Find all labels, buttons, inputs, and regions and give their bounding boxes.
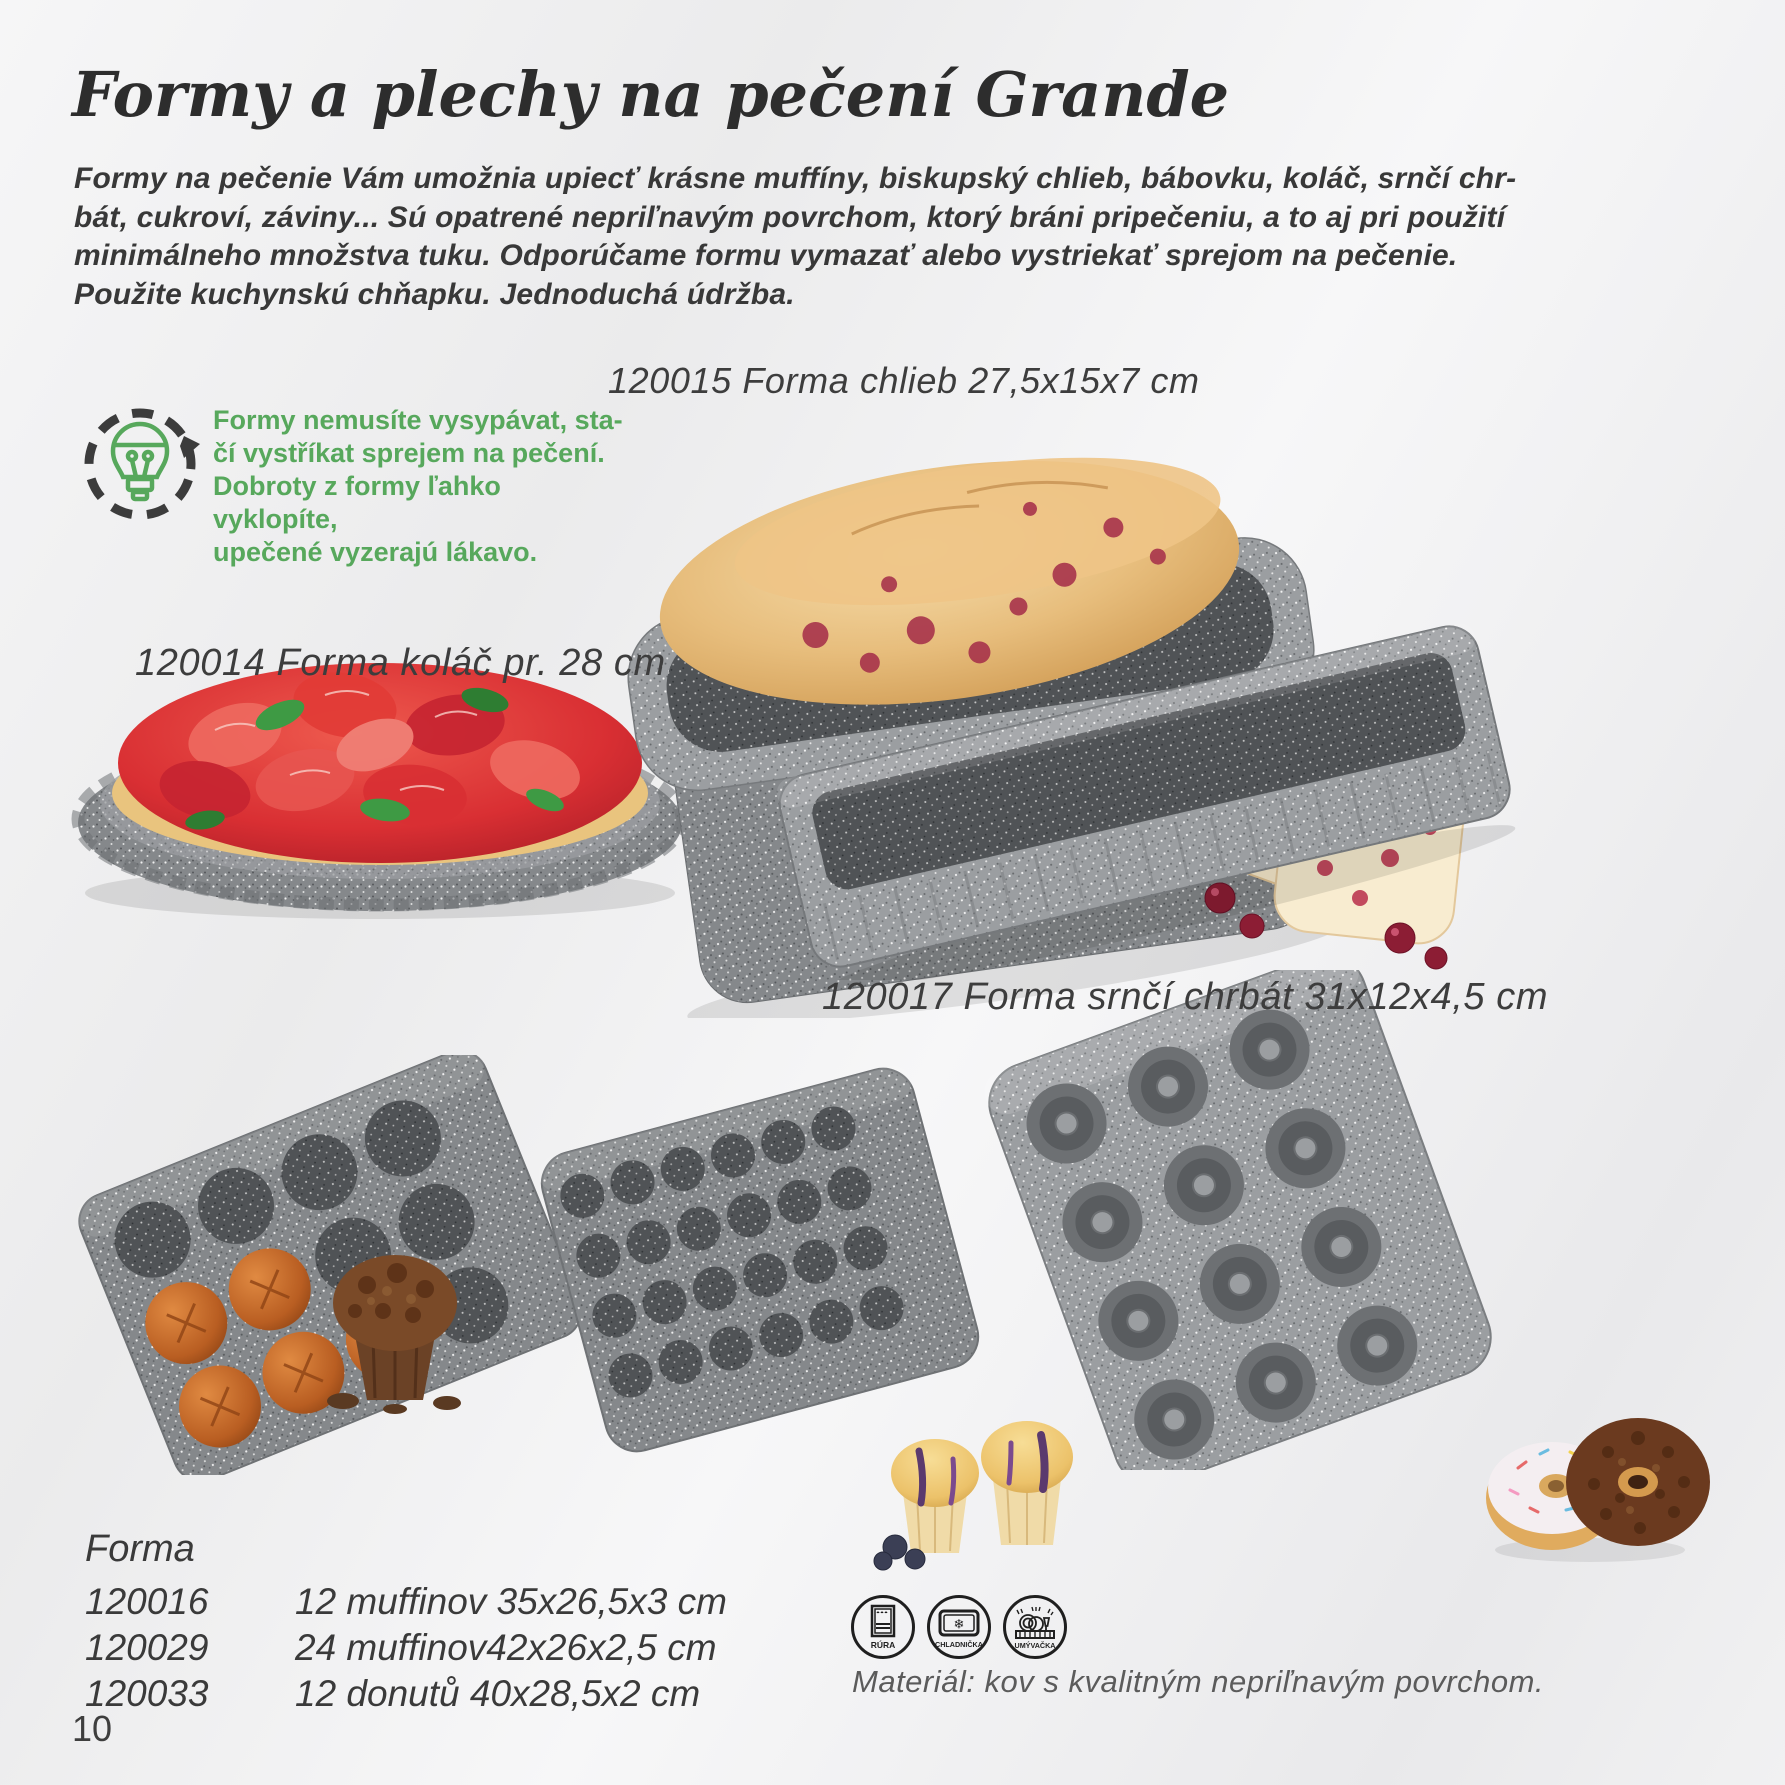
chocolate-muffin-photo	[295, 1225, 495, 1415]
long-pan-photo	[755, 580, 1535, 980]
tip-line: Formy nemusíte vysypávat, sta-	[213, 405, 623, 435]
product-code: 120016	[85, 1581, 209, 1622]
tip-text	[213, 404, 623, 569]
dishwasher-icon-label: UMÝVAČKA	[1014, 1641, 1056, 1650]
material-note: Materiál: kov s kvalitným nepriľnavým povrchom.	[852, 1664, 1545, 1699]
intro-line: Použite kuchynskú chňapku. Jednoduchá údržba.	[74, 277, 795, 311]
tip-line: čí vystříkat sprejem na pečení.	[213, 438, 605, 468]
care-icons-row	[850, 1594, 1068, 1660]
product-table	[85, 1528, 727, 1717]
tip-line: Dobroty z formy ľahko vyklopíte,	[213, 471, 501, 534]
donuts-photo	[1470, 1390, 1720, 1570]
product-desc: 12 donutů 40x28,5x2 cm	[295, 1673, 701, 1714]
table-row	[85, 1671, 727, 1717]
muffin-tray-24-photo	[510, 1040, 1010, 1480]
intro-line: Formy na pečenie Vám umožnia upiecť krásne muffíny, biskupský chlieb, bábovku, koláč, srnčí chr-	[74, 162, 1517, 195]
fridge-icon	[926, 1594, 992, 1660]
oven-icon-label: RÚRA	[870, 1640, 896, 1650]
intro-line: minimálneho množstva tuku. Odporúčame formu vymazať alebo vystriekať sprejom na pečenie.	[74, 239, 1458, 272]
fridge-icon-label: CHLADNIČKA	[935, 1640, 983, 1649]
page-title: Formy a plechy na pečení Grande	[72, 58, 1230, 131]
oven-icon	[850, 1594, 916, 1660]
table-row	[85, 1625, 727, 1671]
label-forma-srnci-chrbat: 120017 Forma srnčí chrbát 31x12x4,5 cm	[822, 976, 1549, 1018]
table-header: Forma	[85, 1528, 195, 1570]
snowflake-glyph: ❄	[953, 1616, 965, 1632]
label-forma-kolac: 120014 Forma koláč pr. 28 cm	[135, 642, 666, 684]
intro-paragraph	[74, 160, 1574, 314]
page-number: 10	[72, 1708, 113, 1749]
dishwasher-icon	[1002, 1594, 1068, 1660]
lightbulb-tip-icon	[76, 398, 206, 533]
label-forma-chlieb: 120015 Forma chlieb 27,5x15x7 cm	[608, 360, 1200, 401]
table-row	[85, 1579, 727, 1625]
product-desc: 24 muffinov42x26x2,5 cm	[295, 1627, 717, 1668]
donut-tray-photo	[950, 970, 1530, 1470]
product-code: 120029	[85, 1627, 209, 1668]
product-code: 120033	[85, 1673, 209, 1714]
product-desc: 12 muffinov 35x26,5x3 cm	[295, 1581, 727, 1622]
tip-line: upečené vyzerajú lákavo.	[213, 537, 538, 567]
intro-line: bát, cukroví, záviny... Sú opatrené nepriľnavým povrchom, ktorý bráni pripečeniu, a to aj pri použití	[74, 200, 1506, 234]
